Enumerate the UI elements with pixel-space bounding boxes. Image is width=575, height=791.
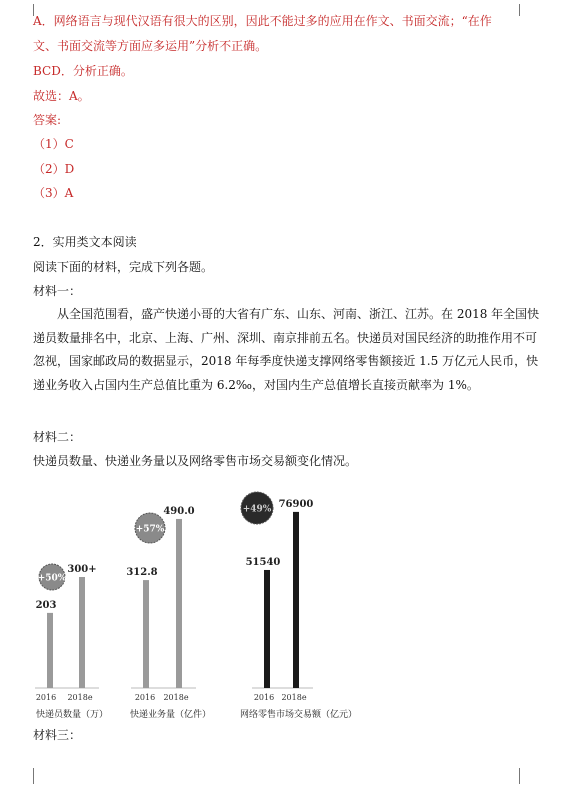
material1-paragraph: 从全国范围看，盛产快递小哥的大省有广东、山东、河南、浙江、江苏。在 2018 年全国快递员数量排名中，北京、上海、广州、深圳、南京排前五名。快递员对国民经济的助推作用不可忽视，国家邮政局的数据显示，2018 年每季度快递支撑网络零售额接近 1.5 万亿元人民币，快递业务收入占国内生产总值比重为 6.2‰，对国内生产总值增长直接贡献率为 1%。 bbox=[33, 307, 540, 392]
crop-mark-bottom-left bbox=[33, 768, 34, 784]
chart-2-data-label-2016: 312.8 bbox=[126, 567, 158, 579]
chart-2-xlabel: 快递业务量（亿件） bbox=[130, 710, 212, 720]
question-instruction: 阅读下面的材料，完成下列各题。 bbox=[33, 260, 214, 274]
chart-3-data-label-2018e: 76900 bbox=[278, 498, 314, 510]
chart-3-xlabel: 网络零售市场交易额（亿元） bbox=[240, 710, 358, 720]
crop-mark-bottom-right bbox=[519, 768, 520, 784]
chart-2-tick-2018e: 2018e bbox=[163, 693, 189, 702]
chart-2-bar-2016 bbox=[143, 580, 149, 688]
chart-2-tick-2016: 2016 bbox=[134, 693, 156, 702]
chart-1-tick-2018e: 2018e bbox=[67, 693, 93, 702]
material1-label: 材料一： bbox=[33, 284, 82, 298]
chart-2-growth-badge-label: +57% bbox=[135, 524, 165, 535]
chart-3-bar-2016 bbox=[264, 570, 270, 688]
answer-item-2: （2）D bbox=[33, 162, 75, 176]
material2-caption: 快递员数量、快递业务量以及网络零售市场交易额变化情况。 bbox=[33, 454, 358, 468]
chart-1-data-label-2016: 203 bbox=[35, 599, 57, 611]
chart-1-bar-2018e bbox=[79, 577, 85, 688]
chart-3-tick-2016: 2016 bbox=[253, 693, 275, 702]
option-bcd-analysis: BCD．分析正确。 bbox=[33, 64, 133, 78]
material2-charts bbox=[0, 480, 575, 730]
chart-3-tick-2018e: 2018e bbox=[281, 693, 307, 702]
answer-item-3: （3）A bbox=[33, 186, 74, 200]
option-a-analysis-line2: 文、书面交流等方面应多运用”分析不正确。 bbox=[33, 39, 268, 53]
chart-3-growth-badge-label: +49% bbox=[242, 504, 272, 515]
material2-label: 材料二： bbox=[33, 430, 82, 444]
chart-3-data-label-2016: 51540 bbox=[245, 556, 281, 568]
option-a-analysis-line1: A．网络语言与现代汉语有很大的区别，因此不能过多的应用在作文、书面交流；“在作 bbox=[33, 14, 492, 28]
question-heading: 2．实用类文本阅读 bbox=[33, 235, 137, 249]
choice-line: 故选：A。 bbox=[33, 89, 90, 103]
chart-1-xlabel: 快递员数量（万） bbox=[36, 710, 109, 720]
answer-item-1: （1）C bbox=[33, 137, 74, 151]
chart-2-bar-2018e bbox=[176, 519, 182, 688]
answers-label: 答案: bbox=[33, 113, 62, 127]
chart-2-data-label-2018e: 490.0 bbox=[163, 505, 195, 517]
chart-1-growth-badge-label: +50% bbox=[37, 573, 67, 584]
material3-label: 材料三： bbox=[33, 728, 82, 742]
crop-mark-top-right bbox=[519, 4, 520, 16]
chart-1-bar-2016 bbox=[47, 613, 53, 688]
chart-3-bar-2018e bbox=[293, 512, 299, 688]
chart-1-tick-2016: 2016 bbox=[35, 693, 57, 702]
chart-1-data-label-2018e: 300+ bbox=[67, 564, 97, 575]
